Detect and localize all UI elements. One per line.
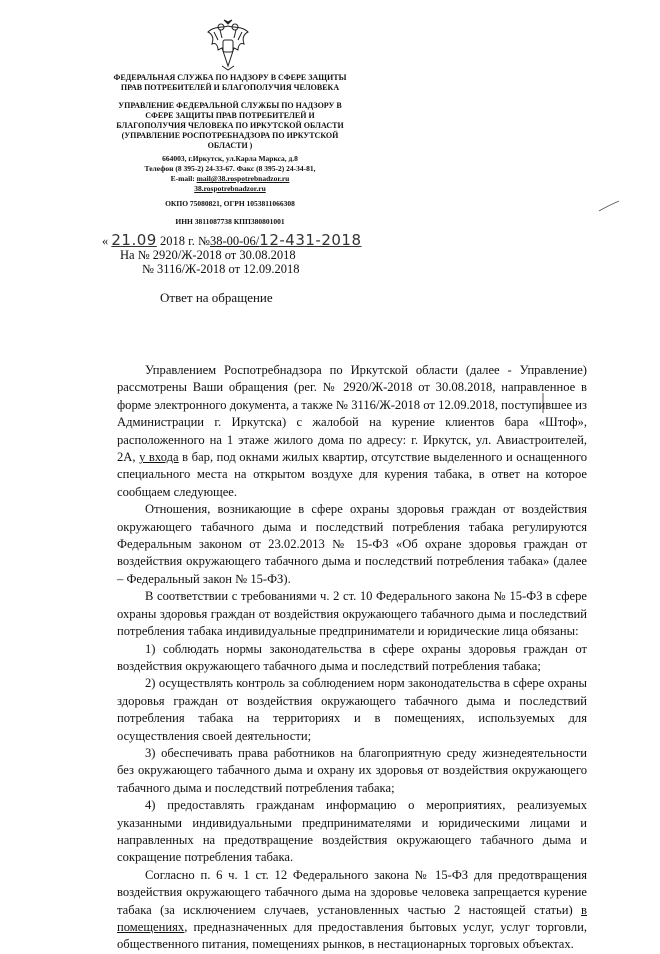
website-line: [95, 184, 365, 194]
text-run: Управлением Роспотребнадзора по Иркутской области (далее - Управление) рассмотрены Ваши обращения (рег. № 2920/Ж-2018 от 30.08.2018, направленное в форме электронного документа, а также № 3116/Ж-2018 от 12.09.2018, поступившее из Администрации г. Иркутска) с жалобой на курение клиентов бара «Штоф», расположенного на 1 этаже жилого дома по адресу: г. Иркутск, ул. Авиастроителей, 2А,: [117, 363, 587, 465]
department-line: СФЕРЕ ЗАЩИТЫ ПРАВ ПОТРЕБИТЕЛЕЙ И: [145, 111, 315, 120]
phone-fax: Телефон (8 395-2) 24-33-67. Факс (8 395-2) 24-34-81,: [144, 164, 316, 173]
pen-mark: [598, 200, 620, 212]
inn-kpp: ИНН 3811087738 КПП380801001: [175, 217, 285, 226]
email-label: E-mail:: [170, 174, 197, 183]
list-item: 2) осуществлять контроль за соблюдением норм законодательства в сфере охраны здоровья граждан от воздействия окружающего табачного дыма и последствий потребления табака на территориях и в помещениях, используемых для осуществления своей деятельности;: [117, 676, 587, 743]
paragraph: Отношения, возникающие в сфере охраны здоровья граждан от воздействия окружающего табачного дыма и последствий потребления табака регулируются Федеральным законом от 23.02.2013 № 15-ФЗ «Об охране здоровья граждан от воздействия окружающего табачного дыма и последствий потребления табака» (далее – Федеральный закон № 15-ФЗ).: [117, 502, 587, 586]
paragraph: [117, 362, 587, 501]
department-line: УПРАВЛЕНИЕ ФЕДЕРАЛЬНОЙ СЛУЖБЫ ПО НАДЗОРУ В: [118, 101, 342, 110]
list-item: 1) соблюдать нормы законодательства в сфере охраны здоровья граждан от воздействия окружающего табачного дыма и последствий потребления табака;: [117, 641, 587, 673]
agency-line: ФЕДЕРАЛЬНАЯ СЛУЖБА ПО НАДЗОРУ В СФЕРЕ ЗАЩИТЫ: [113, 73, 347, 82]
list-item: 3) обеспечивать права работников на благоприятную среду жизнедеятельности без окружающего табачного дыма и охрану их здоровья от воздействия окружающего табачного дыма и последствий потребления табака;: [117, 745, 587, 795]
underlined-text: у входа: [139, 450, 179, 465]
list-item: 4) предоставлять гражданам информацию о мероприятиях, реализуемых указанными индивидуальными предпринимателями и юридическими лицами и направленных на предотвращение воздействия окружающего табачного дыма и сокращение потребления табака.: [117, 798, 587, 865]
in-reply-2: № 3116/Ж-2018 от 12.09.2018: [142, 262, 300, 276]
letter-body: [117, 362, 587, 954]
email-link[interactable]: mail@38.rospotrebnadzor.ru: [196, 174, 290, 183]
underlined-text: в помещениях: [117, 902, 587, 934]
agency-name: [95, 73, 365, 93]
department-line: БЛАГОПОЛУЧИЯ ЧЕЛОВЕКА ПО ИРКУТСКОЙ ОБЛАСТИ: [116, 121, 344, 130]
text-run: , предназначенных для предоставления бытовых услуг, услуг торговли, общественного питания, помещениях рынков, в нестационарных торговых объектах.: [117, 920, 587, 952]
text-run: в бар, под окнами жилых квартир, отсутствие выделенного и оснащенного специального места на открытом воздухе для курения табака, в ответ на которое сообщаем следующее.: [117, 450, 588, 499]
department-line: (УПРАВЛЕНИЕ РОСПОТРЕБНАДЗОРА ПО ИРКУТСКОЙ: [121, 131, 339, 140]
email-line: [95, 174, 365, 184]
handwritten-number: 12-431-2018: [259, 231, 362, 249]
paragraph: [117, 867, 587, 954]
contact-block: [95, 154, 365, 194]
coat-of-arms-emblem: [204, 18, 252, 72]
number-prefix: 38-00-06/: [209, 234, 260, 248]
handwritten-date: 21.09: [111, 231, 157, 249]
text-run: Согласно п. 6 ч. 1 ст. 12 Федерального закона № 15-ФЗ для предотвращения воздействия окружающего табачного дыма на здоровье человека запрещается курение табака (за исключением случаев, установленных частью 2 настоящей статьи): [117, 867, 587, 917]
paragraph: В соответствии с требованиями ч. 2 ст. 10 Федерального закона № 15-ФЗ в сфере охраны здоровья граждан от воздействия окружающего табачного дыма и последствий потребления табака индивидуальные предприниматели и юридические лица обязаны:: [117, 589, 587, 639]
in-reply-1: На № 2920/Ж-2018 от 30.08.2018: [120, 248, 296, 262]
agency-line: ПРАВ ПОТРЕБИТЕЛЕЙ И БЛАГОПОЛУЧИЯ ЧЕЛОВЕКА: [120, 83, 340, 92]
outgoing-reference: [102, 233, 462, 248]
website-link[interactable]: 38.rospotrebnadzor.ru: [194, 184, 266, 193]
pen-mark: [538, 392, 548, 414]
okpo-ogrn: ОКПО 75080821, ОГРН 1053811066308: [165, 199, 295, 208]
number-label: №: [198, 234, 210, 248]
year: 2018 г.: [159, 234, 195, 248]
open-quote: «: [102, 234, 109, 248]
subject-line: Ответ на обращение: [160, 290, 273, 305]
department-name: [95, 101, 365, 151]
department-line: ОБЛАСТИ ): [207, 141, 253, 150]
postal-address: 664003, г.Иркутск, ул.Карла Маркса, д.8: [162, 154, 298, 163]
